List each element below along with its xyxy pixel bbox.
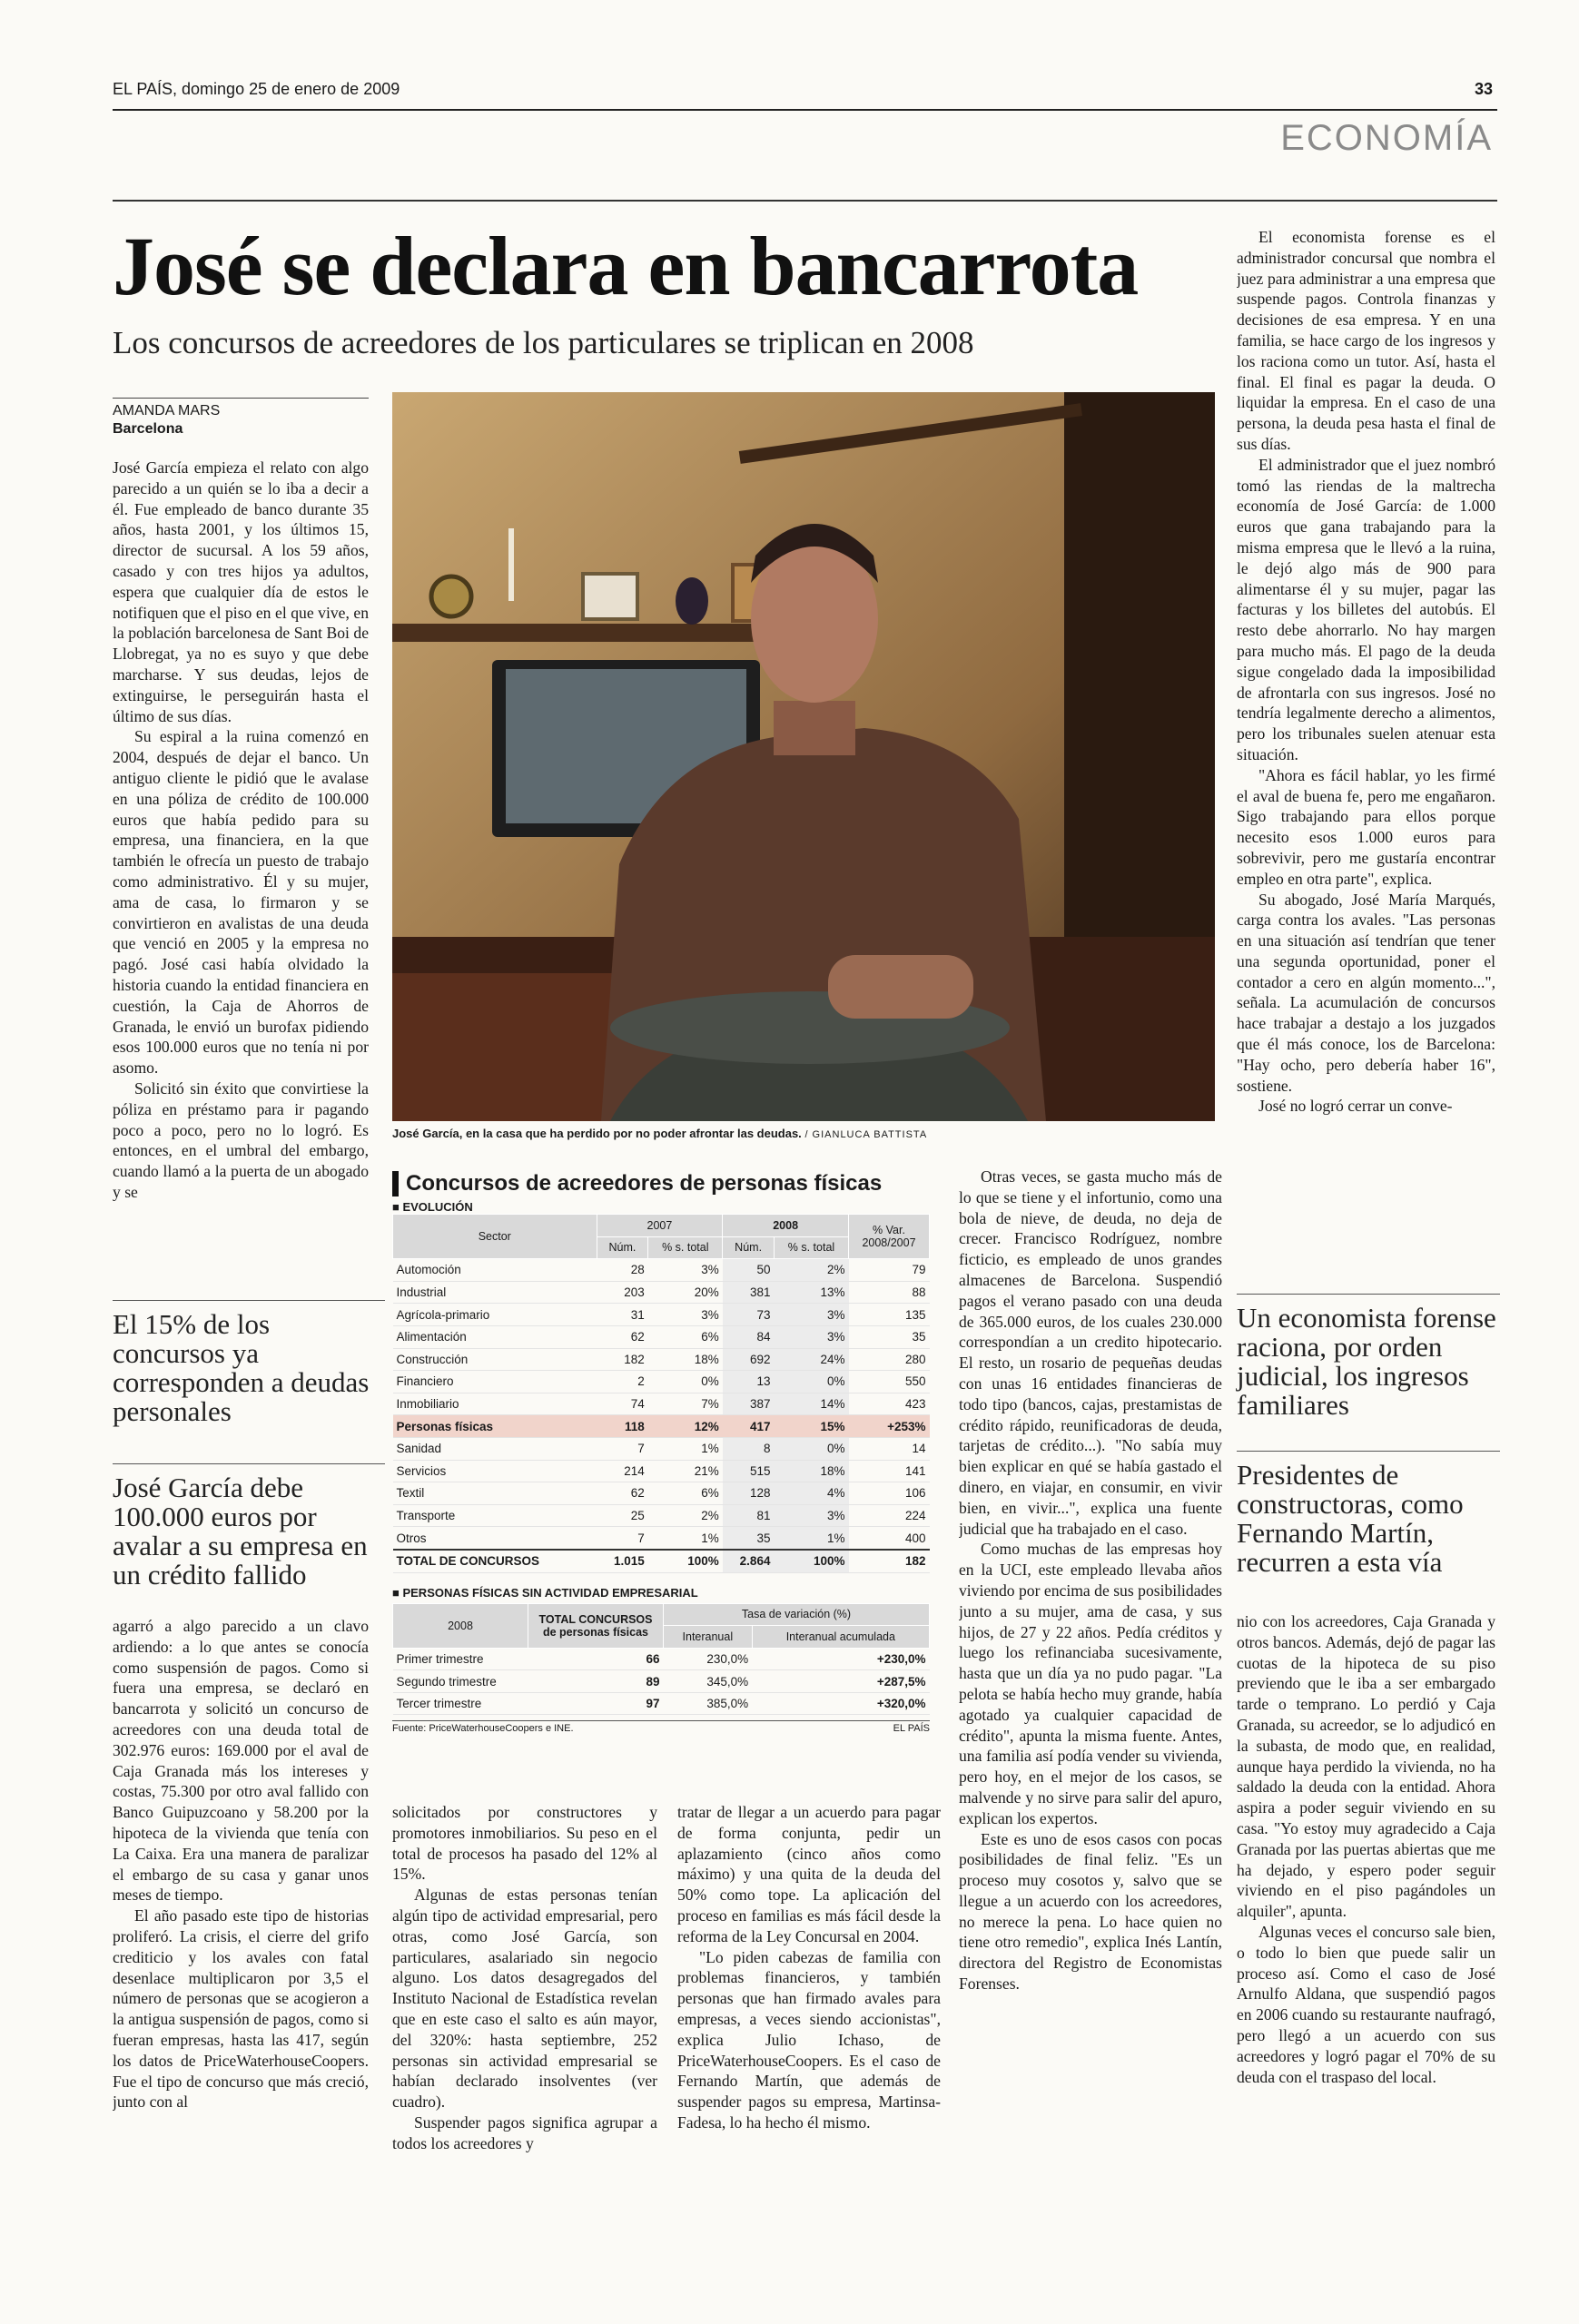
- value-cell: 423: [849, 1393, 930, 1415]
- value-cell: 28: [597, 1259, 648, 1282]
- sector-cell: Industrial: [393, 1281, 597, 1304]
- col-header-acumulada: Interanual acumulada: [752, 1626, 929, 1649]
- paragraph: solicitados por constructores y promotores inmobiliarios. Su peso en el total de procesos ha pasado del 12% al 15%.: [392, 1803, 657, 1884]
- table-row: [393, 1415, 930, 1438]
- value-cell: 182: [597, 1348, 648, 1371]
- paragraph: nio con los acreedores, Caja Granada y otros bancos. Además, dejó de pagar las cuotas de la hipoteca de su piso previendo que le iba a ser embargado tarde o temprano. Lo perdió y Caja Granada, su acreedor, se lo adjudicó en la subasta, de modo que, en realidad, aunque haya perdido la vivienda, no ha saldado la deuda con la entidad. Ahora aspira a poder seguir viviendo en su casa. "Yo estoy muy agradecido a Caja Granada por las puertas abiertas que me ha dejado, y espero poder seguir viviendo en el piso pagándoles un alquiler", apunta.: [1237, 1612, 1495, 1921]
- value-cell: 74: [597, 1393, 648, 1415]
- value-cell: 2%: [648, 1504, 723, 1527]
- value-cell: 1.015: [597, 1550, 648, 1572]
- pull-quote: Presidentes de constructoras, como Fernando Martín, recurren a esta vía: [1237, 1451, 1500, 1577]
- value-cell: 89: [528, 1670, 664, 1693]
- col-header-total: TOTAL CONCURSOS de personas físicas: [528, 1603, 664, 1648]
- value-cell: 106: [849, 1482, 930, 1505]
- body-column-1b: [113, 1616, 369, 2179]
- body-column-5b: [1237, 1611, 1495, 2179]
- section-rule: [113, 200, 1497, 202]
- quarter-cell: Segundo trimestre: [393, 1670, 528, 1693]
- col-header-year: 2008: [393, 1603, 528, 1648]
- value-cell: 0%: [648, 1371, 723, 1393]
- value-cell: 66: [528, 1648, 664, 1670]
- value-cell: 345,0%: [664, 1670, 753, 1693]
- quarter-cell: Primer trimestre: [393, 1648, 528, 1670]
- paragraph: Como muchas de las empresas hoy en la UCI, este empleado llevaba años viviendo por encima de sus posibilidades junto a su mujer, ama de casa, y sus hijos, de 27 y 22 años. Pedía créditos y luego los refinanciaba sucesivamente, hasta que un día ya no pudo pagar. "La pelota se había hecho muy grande, había agotado ya cualquier capacidad de crédito", apunta la misma fuente. Antes, una familia así podía vender su vivienda, pero hoy, en el mejor de los casos, se malvende y no sirve para salir del apuro, explican los expertos.: [959, 1540, 1222, 1827]
- value-cell: 515: [723, 1460, 775, 1482]
- value-cell: 3%: [774, 1504, 848, 1527]
- value-cell: 7: [597, 1437, 648, 1460]
- value-cell: 79: [849, 1259, 930, 1282]
- value-cell: 3%: [774, 1325, 848, 1348]
- value-cell: 62: [597, 1325, 648, 1348]
- page-number: 33: [1474, 80, 1493, 98]
- value-cell: +320,0%: [752, 1692, 929, 1715]
- photo-credit: / GIANLUCA BATTISTA: [804, 1129, 928, 1140]
- value-cell: 3%: [774, 1304, 848, 1326]
- paragraph: agarró a algo parecido a un clavo ardiendo: a lo que antes se conocía como suspensión de pagos. Como si fuera una empresa, se declaró en bancarrota y solicitó un concurso de acreedores con una deuda total de 302.976 euros: 169.000 por el aval de Caja Granada más los intereses y costas, 75.300 por otro aval fallido con Banco Guipuzcoano y 58.200 por la hipoteca de la vivienda que tenía con La Caixa. Era una manera de paralizar el embargo de su casa y ganar unos meses de tiempo.: [113, 1617, 369, 1905]
- photo-illustration: [392, 392, 1215, 1121]
- value-cell: 135: [849, 1304, 930, 1326]
- evolution-table: [392, 1214, 930, 1573]
- source-text: Fuente: PriceWaterhouseCoopers e INE.: [392, 1723, 574, 1735]
- photo-caption: [392, 1127, 1215, 1140]
- body-column-4: [959, 1167, 1222, 2174]
- table-source: [392, 1720, 930, 1734]
- value-cell: 18%: [648, 1348, 723, 1371]
- value-cell: 62: [597, 1482, 648, 1505]
- value-cell: 81: [723, 1504, 775, 1527]
- paragraph: Su espiral a la ruina comenzó en 2004, después de dejar el banco. Un antiguo cliente le pidió que le avalase en una póliza de crédito de 100.000 euros que había pedido para su empresa, una financiera, en la que también le ofrecía un puesto de trabajo como administrativo. Él y su mujer, ama de casa, lo firmaron y se convirtieron en avalistas de una deuda que venció en 2005 y la empresa no pagó. José casi había olvidado la historia cuando la entidad financiera en cuestión, la Caja de Ahorros de Granada, le envió un burofax pidiendo esos 100.000 euros que no tenía ni por asomo.: [113, 727, 369, 1078]
- sector-cell: Personas físicas: [393, 1415, 597, 1438]
- col-header-num: Núm.: [597, 1236, 648, 1259]
- table-row: [393, 1482, 930, 1505]
- paragraph: El economista forense es el administrador concursal que nombra el juez para administrar a una empresa que suspende pagos. Controla finanzas y decisiones de esa empresa. Y en una familia, se hace cargo de los ingresos y los raciona como un tutor. Así, hasta el final. El final es pagar la deuda. O liquidar la empresa. En el caso de una persona, la deuda pesa hasta el final de sus días.: [1237, 228, 1495, 453]
- value-cell: 20%: [648, 1281, 723, 1304]
- value-cell: 118: [597, 1415, 648, 1438]
- article-photo: [392, 392, 1215, 1121]
- value-cell: 417: [723, 1415, 775, 1438]
- sector-cell: Agrícola-primario: [393, 1304, 597, 1326]
- table-row: [393, 1504, 930, 1527]
- evolution-table-body: [393, 1259, 930, 1572]
- value-cell: 224: [849, 1504, 930, 1527]
- value-cell: 6%: [648, 1482, 723, 1505]
- value-cell: 12%: [648, 1415, 723, 1438]
- paragraph: El año pasado este tipo de historias proliferó. La crisis, el cierre del grifo crediticio y los avales con fatal desenlace multiplicaron por 3,5 el número de personas que se acogieron a la antigua suspensión de pagos, como si fueran empresas, hasta las 417, según los datos de PriceWaterhouseCoopers. Fue el tipo de concurso que más creció, junto con al: [113, 1906, 369, 2112]
- value-cell: 7: [597, 1527, 648, 1550]
- source-brand: EL PAÍS: [893, 1723, 930, 1735]
- paragraph: "Ahora es fácil hablar, yo les firmé el aval de buena fe, pero me engañaron. Sigo trabajando para ellos porque necesito esos 1.000 euros para sobrevivir, pero me gustaría encontrar empleo en otra parte", explica.: [1237, 765, 1495, 888]
- paragraph: Algunas veces el concurso sale bien, o todo lo bien que puede salir un proceso así. Como el caso de José Arnulfo Aldana, que suspendió pagos en 2006 cuando su restaurante naufragó, pero llegó a un acuerdo con sus acreedores y logró pagar el 70% de su deuda con el traspaso del local.: [1237, 1922, 1495, 2086]
- value-cell: 1%: [774, 1527, 848, 1550]
- value-cell: 7%: [648, 1393, 723, 1415]
- value-cell: +230,0%: [752, 1648, 929, 1670]
- value-cell: 692: [723, 1348, 775, 1371]
- value-cell: 280: [849, 1348, 930, 1371]
- sector-cell: Servicios: [393, 1460, 597, 1482]
- col-header-2007: 2007: [597, 1215, 723, 1237]
- headline: José se declara en bancarrota: [113, 220, 1139, 312]
- col-header-num: Núm.: [723, 1236, 775, 1259]
- sector-cell: Otros: [393, 1527, 597, 1550]
- subheadline: Los concursos de acreedores de los particulares se triplican en 2008: [113, 325, 974, 360]
- value-cell: +253%: [849, 1415, 930, 1438]
- table-row: [393, 1437, 930, 1460]
- pull-quote: José García debe 100.000 euros por avalar a su empresa en un crédito fallido: [113, 1463, 385, 1590]
- paragraph: José García empieza el relato con algo parecido a un quién se lo iba a decir a él. Fue empleado de banco durante 35 años, hasta 2001, y los últimos 15, director de sucursal. A los 59 años, casado y con tres hijos ya adultos, espera que cualquier día de estos le notifiquen que el piso en el que vive, en la población barcelonesa de Sant Boi de Llobregat, ya no es suyo y que debe marcharse. Y sus deudas, lejos de extinguirse, le perseguirán hasta el último de sus días.: [113, 458, 369, 725]
- paragraph: Solicitó sin éxito que convirtiese la póliza en préstamo para ir pagando poco a poco, pero no lo logró. Es entonces, en el umbral del embargo, cuando llamó a la puerta de un abogado y se: [113, 1078, 369, 1201]
- value-cell: 24%: [774, 1348, 848, 1371]
- sector-cell: Alimentación: [393, 1325, 597, 1348]
- value-cell: 84: [723, 1325, 775, 1348]
- value-cell: 35: [723, 1527, 775, 1550]
- col-header-pct: % s. total: [774, 1236, 848, 1259]
- table-row: [393, 1393, 930, 1415]
- value-cell: 3%: [648, 1304, 723, 1326]
- value-cell: 214: [597, 1460, 648, 1482]
- value-cell: 387: [723, 1393, 775, 1415]
- value-cell: 203: [597, 1281, 648, 1304]
- paragraph: Algunas de estas personas tenían algún tipo de actividad empresarial, pero otras, como José García, son particulares, asalariado sin negocio alguno. Los datos desagregados del Instituto Nacional de Estadística revelan que en este caso el salto es aún mayor, del 320%: hasta septiembre, 252 personas sin actividad empresarial se habían declarado insolventes (ver cuadro).: [392, 1886, 657, 2112]
- author-name: AMANDA MARS: [113, 403, 221, 419]
- value-cell: 400: [849, 1527, 930, 1550]
- paragraph: José no logró cerrar un conve-: [1258, 1097, 1453, 1116]
- paragraph: Este es uno de esos casos con pocas posibilidades de final feliz. "Es un proceso muy cosotos y, salvo que se llegue a un acuerdo con los acreedores, no merece la pena. Lo hace quien no tiene otro remedio", explica Inés Lantín, directora del Registro de Economistas Forenses.: [959, 1829, 1222, 1994]
- value-cell: 230,0%: [664, 1648, 753, 1670]
- value-cell: 182: [849, 1550, 930, 1572]
- value-cell: 13: [723, 1371, 775, 1393]
- quarterly-table: [392, 1603, 930, 1716]
- table-row: [393, 1692, 930, 1715]
- paragraph: tratar de llegar a un acuerdo para pagar de forma conjunta, pedir un aplazamiento (cinco años como máximo) y una quita de la deuda del 50% como tope. La aplicación del proceso en familias es más fácil desde la reforma de la Ley Concursal en 2004.: [677, 1803, 941, 1945]
- value-cell: 128: [723, 1482, 775, 1505]
- header-rule: [113, 109, 1497, 111]
- table-row: [393, 1460, 930, 1482]
- table-row: [393, 1670, 930, 1693]
- byline: [113, 398, 369, 438]
- value-cell: 0%: [774, 1371, 848, 1393]
- table-row: [393, 1348, 930, 1371]
- value-cell: 97: [528, 1692, 664, 1715]
- table-title: Concursos de acreedores de personas físicas: [392, 1171, 930, 1196]
- sector-cell: Construcción: [393, 1348, 597, 1371]
- value-cell: 88: [849, 1281, 930, 1304]
- value-cell: 35: [849, 1325, 930, 1348]
- table-row: [393, 1304, 930, 1326]
- table-subtitle-personas: ■ PERSONAS FÍSICAS SIN ACTIVIDAD EMPRESARIAL: [392, 1586, 930, 1600]
- value-cell: 3%: [648, 1259, 723, 1282]
- table-row: [393, 1325, 930, 1348]
- sector-cell: TOTAL DE CONCURSOS: [393, 1550, 597, 1572]
- value-cell: 14%: [774, 1393, 848, 1415]
- body-column-5: [1237, 227, 1495, 1266]
- table-row: [393, 1259, 930, 1282]
- value-cell: 13%: [774, 1281, 848, 1304]
- paragraph: Otras veces, se gasta mucho más de lo que se tiene y el infortunio, como una bola de nieve, de deuda, no deja de crecer. Francisco Rodríguez, nombre ficticio, es empleado de unos grandes almacenes de Barcelona. Suspendió pagos el verano pasado con una deuda de 365.000 euros, de los cuales 230.000 correspondían a un credito hipotecario. El resto, un rosario de pequeñas deudas con unas 16 entidades financieras de todo tipo (bancos, cajas, prestamistas de crédito rápido, reunificadoras de deuda, tarjetas de crédito...). "No sabía muy bien explicar en qué se había gastado el dinero, en viajar, en consumir, en vivir bien, en vivir...", explica una fuente judicial que ha trabajado en el caso.: [959, 1167, 1222, 1538]
- sector-cell: Inmobiliario: [393, 1393, 597, 1415]
- paragraph: Su abogado, José María Marqués, carga contra los avales. "Las personas en una situación así tendrían que tener una segunda oportunidad, poner el contador a cero en algún momento...", señala. La acumulación de concursos hace trabajar a destajo a los juzgados que él más conoce, los de Barcelona: "Hay ocho, pero debería haber 16", sostiene.: [1237, 890, 1495, 1095]
- quarter-cell: Tercer trimestre: [393, 1692, 528, 1715]
- value-cell: 73: [723, 1304, 775, 1326]
- body-column-1: [113, 458, 369, 1275]
- value-cell: 15%: [774, 1415, 848, 1438]
- data-table-box: [392, 1171, 930, 1734]
- body-column-3: [677, 1802, 941, 2183]
- value-cell: 2.864: [723, 1550, 775, 1572]
- table-row: [393, 1527, 930, 1550]
- sector-cell: Sanidad: [393, 1437, 597, 1460]
- header-date: EL PAÍS, domingo 25 de enero de 2009: [113, 80, 400, 98]
- paragraph: "Lo piden cabezas de familia con problemas financieros, y también personas que han firmado avales para empresas, a veces siendo accionistas", explica Julio Ichaso, de PriceWaterhouseCoopers. Es el caso de Fernando Martín, que además de suspender pagos su empresa, Martinsa-Fadesa, lo ha hecho él mismo.: [677, 1947, 941, 2132]
- paragraph: El administrador que el juez nombró tomó las riendas de la maltrecha economía de José García: de 1.000 euros que gana trabajando para la misma empresa que le llevó a la ruina, le dejó algo más de 900 para alimentarse él y su mujer, pagar las facturas y los billetes del autobús. El resto debe ahorrarlo. No hay margen para mucho más. El pago de la deuda sigue congelado dada la imposibilidad de afrontarla con sus ingresos. José no tendría legalmente derecho a alimentos, pero los tribunales suelen atenuar esta situación.: [1237, 455, 1495, 763]
- value-cell: 100%: [648, 1550, 723, 1572]
- value-cell: 381: [723, 1281, 775, 1304]
- value-cell: 0%: [774, 1437, 848, 1460]
- table-row: [393, 1550, 930, 1572]
- col-header-pct: % s. total: [648, 1236, 723, 1259]
- value-cell: 31: [597, 1304, 648, 1326]
- paragraph: Suspender pagos significa agrupar a todos los acreedores y: [392, 2112, 657, 2152]
- value-cell: 2%: [774, 1259, 848, 1282]
- value-cell: 14: [849, 1437, 930, 1460]
- value-cell: 8: [723, 1437, 775, 1460]
- value-cell: 25: [597, 1504, 648, 1527]
- col-header-sector: Sector: [393, 1215, 597, 1259]
- value-cell: 385,0%: [664, 1692, 753, 1715]
- table-subtitle-evolucion: ■ EVOLUCIÓN: [392, 1200, 930, 1214]
- body-column-2: [392, 1802, 657, 2183]
- pull-quote: Un economista forense raciona, por orden judicial, los ingresos familiares: [1237, 1294, 1500, 1420]
- value-cell: 550: [849, 1371, 930, 1393]
- value-cell: 18%: [774, 1460, 848, 1482]
- col-header-2008: 2008: [723, 1215, 849, 1237]
- caption-text: José García, en la casa que ha perdido por no poder afrontar las deudas.: [392, 1127, 802, 1140]
- col-header-var: % Var. 2008/2007: [849, 1215, 930, 1259]
- sector-cell: Automoción: [393, 1259, 597, 1282]
- pull-quote: El 15% de los concursos ya corresponden a deudas personales: [113, 1300, 385, 1426]
- quarterly-table-body: [393, 1648, 930, 1715]
- value-cell: 1%: [648, 1437, 723, 1460]
- value-cell: 100%: [774, 1550, 848, 1572]
- value-cell: 6%: [648, 1325, 723, 1348]
- value-cell: 21%: [648, 1460, 723, 1482]
- section-name: ECONOMÍA: [1280, 118, 1493, 158]
- sector-cell: Financiero: [393, 1371, 597, 1393]
- sector-cell: Textil: [393, 1482, 597, 1505]
- col-header-interanual: Interanual: [664, 1626, 753, 1649]
- col-header-tasa: Tasa de variación (%): [664, 1603, 930, 1626]
- value-cell: +287,5%: [752, 1670, 929, 1693]
- table-row: [393, 1648, 930, 1670]
- dateline-location: Barcelona: [113, 421, 183, 437]
- value-cell: 141: [849, 1460, 930, 1482]
- value-cell: 4%: [774, 1482, 848, 1505]
- table-row: [393, 1371, 930, 1393]
- sector-cell: Transporte: [393, 1504, 597, 1527]
- value-cell: 1%: [648, 1527, 723, 1550]
- value-cell: 2: [597, 1371, 648, 1393]
- value-cell: 50: [723, 1259, 775, 1282]
- table-row: [393, 1281, 930, 1304]
